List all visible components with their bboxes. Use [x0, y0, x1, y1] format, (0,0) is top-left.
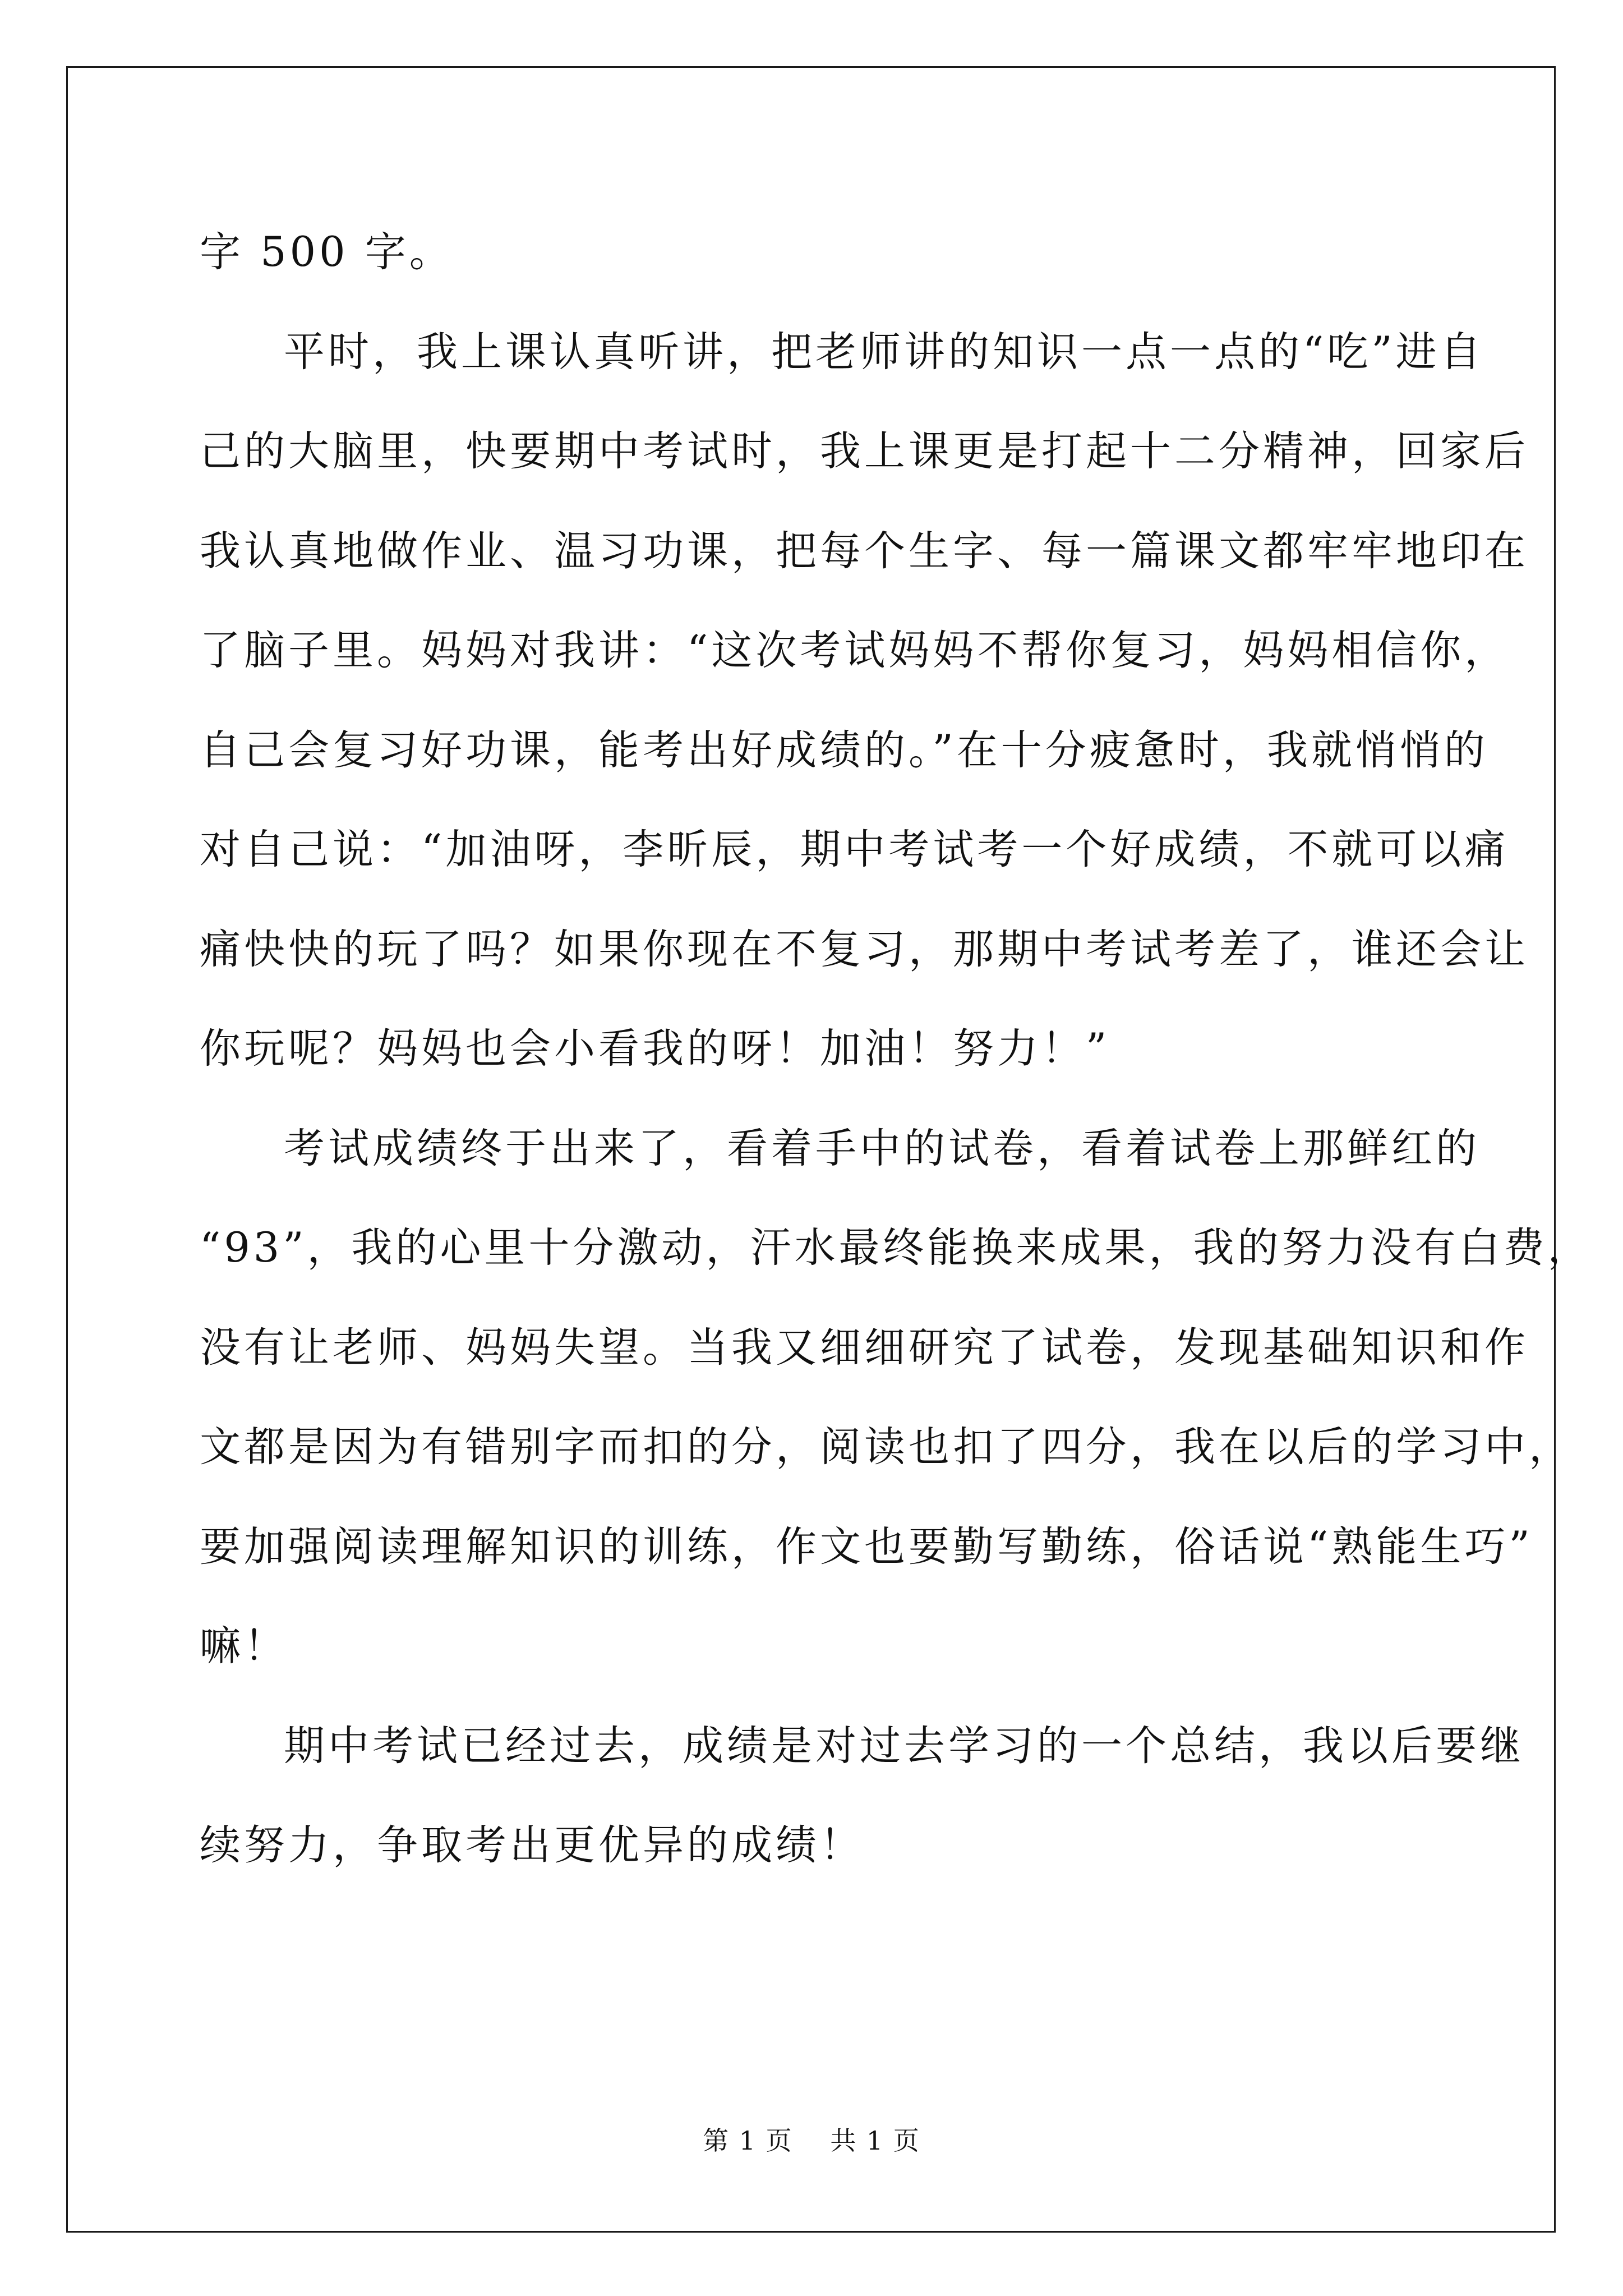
- text-line: “93”，我的心里十分激动，汗水最终能换来成果，我的努力没有白费，: [200, 1224, 1592, 1272]
- text-line: 了脑子里。妈妈对我讲：“这次考试妈妈不帮你复习，妈妈相信你，: [200, 627, 1509, 674]
- text-line: 嘛！: [200, 1622, 288, 1670]
- text-line: 要加强阅读理解知识的训练，作文也要勤写勤练，俗话说“熟能生巧”: [200, 1522, 1533, 1571]
- text-line: 自己会复习好功课，能考出好成绩的。”在十分疲惫时，我就悄悄的: [200, 726, 1488, 774]
- text-line: 己的大脑里，快要期中考试时，我上课更是打起十二分精神，回家后: [200, 427, 1529, 475]
- document-body: [200, 216, 1592, 1909]
- text-line: 字 500 字。: [200, 228, 454, 276]
- page-footer: [0, 2120, 1623, 2157]
- text-line: 我认真地做作业、温习功课，把每个生字、每一篇课文都牢牢地印在: [200, 527, 1529, 575]
- paragraph-start-line: 平时，我上课认真听讲，把老师讲的知识一点一点的“吃”进自: [284, 328, 1484, 376]
- text-line: 痛快快的玩了吗？如果你现在不复习，那期中考试考差了，谁还会让: [200, 925, 1529, 973]
- page-total: 共 1 页: [830, 2125, 920, 2156]
- text-line: 文都是因为有错别字而扣的分，阅读也扣了四分，我在以后的学习中，: [200, 1423, 1573, 1471]
- page-number: 第 1 页: [703, 2125, 793, 2156]
- paragraph-start-line: 考试成绩终于出来了，看着手中的试卷，看着试卷上那鲜红的: [284, 1124, 1480, 1172]
- text-line: 续努力，争取考出更优异的成绩！: [200, 1821, 864, 1869]
- text-line: 你玩呢？妈妈也会小看我的呀！加油！努力！”: [200, 1025, 1110, 1073]
- text-line: 没有让老师、妈妈失望。当我又细细研究了试卷，发现基础知识和作: [200, 1323, 1529, 1372]
- paragraph-start-line: 期中考试已经过去，成绩是对过去学习的一个总结，我以后要继: [284, 1722, 1524, 1770]
- text-line: 对自己说：“加油呀，李昕辰，期中考试考一个好成绩，不就可以痛: [200, 826, 1509, 873]
